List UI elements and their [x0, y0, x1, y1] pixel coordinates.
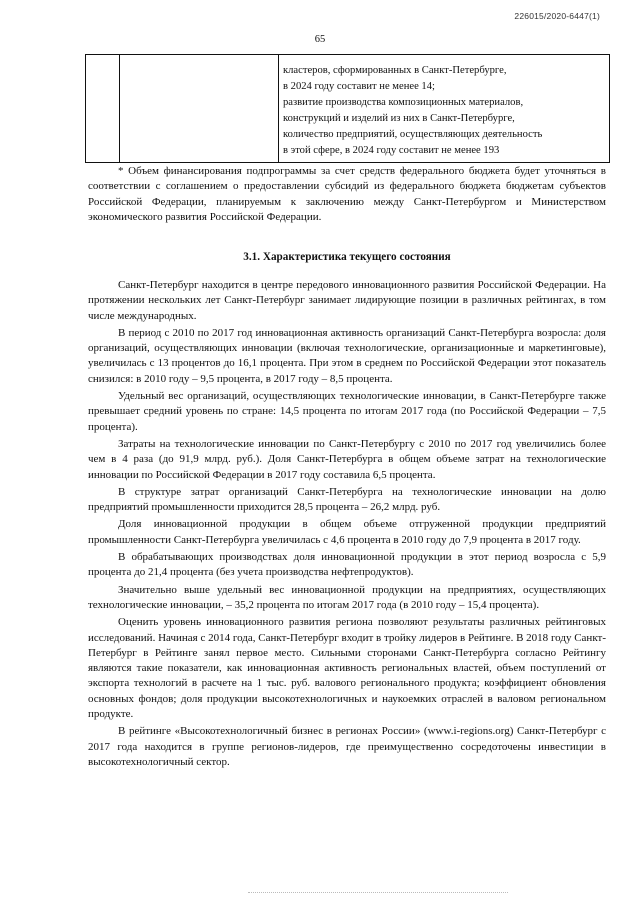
document-number: 226015/2020-6447(1)	[514, 11, 600, 21]
continuation-table	[85, 54, 610, 163]
table-row	[86, 55, 610, 163]
table-line: в 2024 году составит не менее 14;	[283, 81, 435, 93]
paragraph: В период с 2010 по 2017 год инновационная активность организаций Санкт-Петербурга возросла: доля организаций, осуществляющих инновации (включая технологические, организационные и маркетинговые), увеличилась с 13 процентов до 16,1 процента. При этом в среднем по Российской Федерации этот показатель снизился: в 2010 году – 9,5 процента, в 2017 году – 8,5 процента.	[88, 326, 606, 385]
paragraph: Значительно выше удельный вес инновационной продукции на предприятиях, осуществляющих технологические инновации, – 35,2 процента по итогам 2017 года (в 2010 году – 15,4 процента).	[88, 583, 606, 611]
section-heading: 3.1. Характеристика текущего состояния	[243, 251, 451, 263]
paragraph: Удельный вес организаций, осуществляющих технологические инновации, в Санкт-Петербурге также превышает средний уровень по стране: 14,5 процента по итогам 2017 года (по Российской Федерации – 7,5 процента).	[88, 390, 606, 433]
paragraph: Оценить уровень инновационного развития региона позволяют результаты различных рейтинговых исследований. Начиная с 2014 года, Санкт-Петербург входит в тройку лидеров в Рейтинге. В 2018 году Санкт-Петербург в Рейтинге занял первое место. Сильными сторонами Санкт-Петербурга согласно Рейтингу являются такие показатели, как инновационная активность региональных властей, объем поступлений от экспорта технологий в расчете на 1 тыс. руб. валового регионального продукта; коэффициент обновления основных фондов; доля продукции высокотехнологичных и наукоемких отраслей в валовом региональном продукте.	[88, 616, 606, 721]
table-cell-number	[86, 55, 120, 163]
table-line: развитие производства композиционных материалов,	[283, 97, 524, 109]
paragraph: В обрабатывающих производствах доля инновационной продукции в этот период возросла с 5,9 процента до 21,4 процента (без учета производства нефтепродуктов).	[88, 551, 606, 579]
table-line: в этой сфере, в 2024 году составит не менее 193	[283, 145, 500, 157]
page-number: 65	[314, 34, 326, 45]
section-body	[88, 278, 606, 772]
paragraph: Затраты на технологические инновации по Санкт-Петербургу с 2010 по 2017 год увеличились более чем в 4 раза (до 91,9 млрд. руб.). Доля Санкт-Петербурга в общем объеме затрат на технологические инновации по Российской Федерации в 2017 году составила 6,5 процента.	[88, 437, 606, 481]
table-line: количество предприятий, осуществляющих деятельность	[283, 129, 543, 141]
table-line: кластеров, сформированных в Санкт-Петербурге,	[283, 65, 507, 76]
footnote: * Объем финансирования подпрограммы за счет средств федерального бюджета будет уточняться в соответствии с соглашением о предоставлении субсидий из федерального бюджета бюджетам субъектов Российской Федерации, планируемым к заключению между Санкт-Петербургом и Министерством экономического развития Российской Федерации.	[88, 165, 606, 223]
paragraph: Доля инновационной продукции в общем объеме отгруженной продукции предприятий промышленности Санкт-Петербурга увеличилась с 4,6 процента в 2010 году до 7,9 процента в 2017 году.	[88, 518, 606, 546]
table-cell-indicators	[279, 55, 610, 163]
paragraph: В рейтинге «Высокотехнологичный бизнес в регионах России» (www.i-regions.org) Санкт-Петербург с 2017 года находится в группе регионов-лидеров, где преимущественно сосредоточены инвестиции в высокотехнологичный сектор.	[88, 725, 606, 768]
footnote-block	[88, 164, 606, 227]
table-line: конструкций и изделий из них в Санкт-Петербурге,	[283, 113, 515, 125]
page-edge-mark	[248, 892, 508, 899]
table-cell-name	[120, 55, 279, 163]
paragraph: Санкт-Петербург находится в центре передового инновационного развития Российской Федерации. На протяжении нескольких лет Санкт-Петербург занимает лидирующие позиции в различных рейтингах, в том числе международных.	[88, 279, 606, 322]
paragraph: В структуре затрат организаций Санкт-Петербурга на технологические инновации на долю предприятий промышленности приходится 28,5 процента – 26,2 млрд. руб.	[88, 485, 606, 514]
